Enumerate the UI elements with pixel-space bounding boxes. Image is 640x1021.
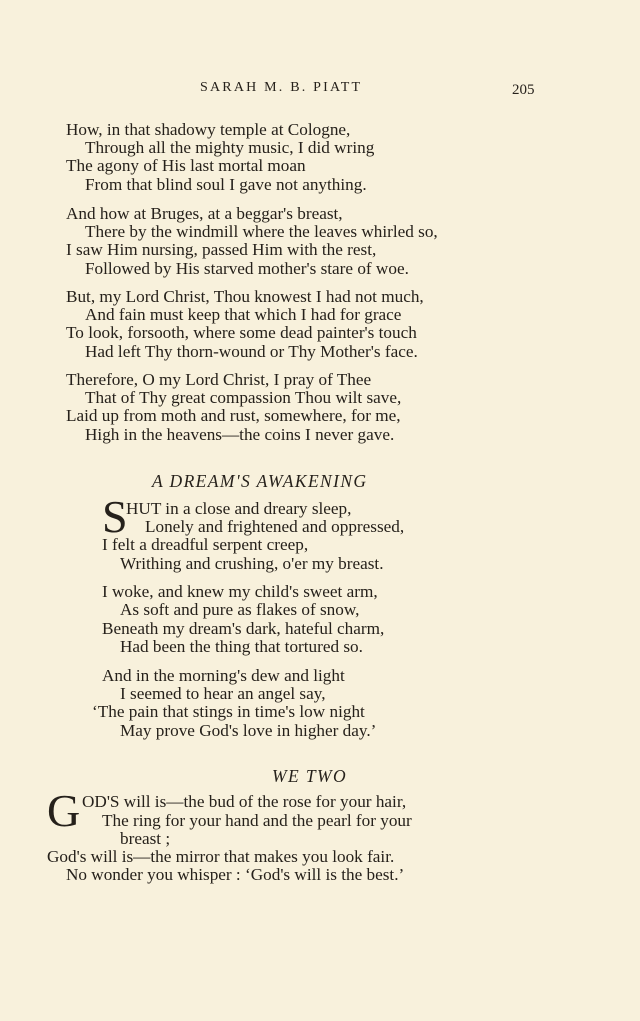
poem-line: And how at Bruges, at a beggar's breast, <box>66 204 343 223</box>
poem-line: And fain must keep that which I had for grace <box>85 305 402 324</box>
running-title: SARAH M. B. PIATT <box>200 80 363 95</box>
poem-line: Laid up from moth and rust, somewhere, for me, <box>66 406 401 425</box>
poem-line: The agony of His last mortal moan <box>66 156 306 175</box>
poem-line: Followed by His starved mother's stare of woe. <box>85 259 409 278</box>
poem-line: But, my Lord Christ, Thou knowest I had not much, <box>66 287 424 306</box>
poem-line: That of Thy great compassion Thou wilt save, <box>85 388 402 407</box>
poem-line: As soft and pure as flakes of snow, <box>120 600 360 619</box>
drop-cap: G <box>47 785 81 836</box>
poem-line: HUT in a close and dreary sleep, <box>126 499 352 518</box>
poem-line: High in the heavens—the coins I never gave. <box>85 425 395 444</box>
poem-line: How, in that shadowy temple at Cologne, <box>66 120 351 139</box>
poem-line: Had left Thy thorn-wound or Thy Mother's face. <box>85 342 418 361</box>
poem-line: I saw Him nursing, passed Him with the rest, <box>66 240 377 259</box>
running-head <box>0 80 640 100</box>
poem-line: And in the morning's dew and light <box>102 666 345 685</box>
poem-line: Beneath my dream's dark, hateful charm, <box>102 619 385 638</box>
poem-line: The ring for your hand and the pearl for your <box>102 811 412 830</box>
poem-line: May prove God's love in higher day.’ <box>120 721 377 740</box>
poem-line: Had been the thing that tortured so. <box>120 637 363 656</box>
poem-line: I woke, and knew my child's sweet arm, <box>102 582 378 601</box>
poem-line: breast ; <box>120 829 171 848</box>
poem-line: ‘The pain that stings in time's low night <box>92 702 365 721</box>
poem-title: A DREAM'S AWAKENING <box>152 471 368 491</box>
poem-line: OD'S will is—the bud of the rose for your hair, <box>82 792 407 811</box>
poem-line: To look, forsooth, where some dead painter's touch <box>66 323 417 342</box>
poem-line: Lonely and frightened and oppressed, <box>145 517 405 536</box>
page-number: 205 <box>512 82 535 98</box>
poem-line: God's will is—the mirror that makes you look fair. <box>47 847 395 866</box>
poem-line: There by the windmill where the leaves whirled so, <box>85 222 438 241</box>
poem-line: Therefore, O my Lord Christ, I pray of Thee <box>66 370 372 389</box>
poem-title: WE TWO <box>272 766 347 786</box>
poem-line: I felt a dreadful serpent creep, <box>102 535 309 554</box>
poem-line: I seemed to hear an angel say, <box>120 684 326 703</box>
poem-line: No wonder you whisper : ‘God's will is the best.’ <box>66 865 405 884</box>
poem-line: Through all the mighty music, I did wring <box>85 138 375 157</box>
poem-line: From that blind soul I gave not anything. <box>85 175 367 194</box>
poem-line: Writhing and crushing, o'er my breast. <box>120 554 384 573</box>
drop-cap: S <box>102 491 128 542</box>
